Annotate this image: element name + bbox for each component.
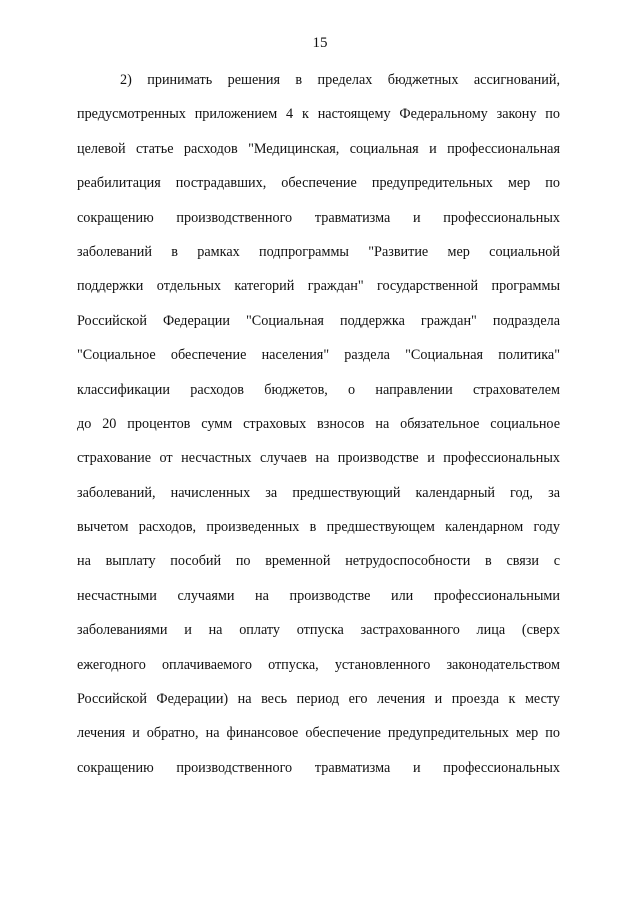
text-line: сокращению производственного травматизма и профессиональных <box>77 209 560 226</box>
body-text <box>77 66 560 788</box>
text-line: Российской Федерации "Социальная поддержка граждан" подраздела <box>77 312 560 329</box>
text-line: 2) принимать решения в пределах бюджетных ассигнований, <box>120 72 560 88</box>
text-line: Российской Федерации) на весь период его лечения и проезда к месту <box>77 691 560 708</box>
text-line: заболеваний, начисленных за предшествующий календарный год, за <box>77 484 560 501</box>
text-line: несчастными случаями на производстве или профессиональными <box>77 587 560 604</box>
text-line: до 20 процентов сумм страховых взносов на обязательное социальное <box>77 415 560 432</box>
text-line: вычетом расходов, произведенных в предшествующем календарном году <box>77 519 560 536</box>
text-line: страхование от несчастных случаев на производстве и профессиональных <box>77 450 560 467</box>
text-line: поддержки отдельных категорий граждан" государственной программы <box>77 278 560 295</box>
text-line: целевой статье расходов "Медицинская, социальная и профессиональная <box>77 140 560 157</box>
text-line: реабилитация пострадавших, обеспечение предупредительных мер по <box>77 175 560 192</box>
page-number: 15 <box>312 35 328 51</box>
text-line: сокращению производственного травматизма и профессиональных <box>77 759 560 776</box>
text-line: на выплату пособий по временной нетрудоспособности в связи с <box>77 553 560 570</box>
text-line: заболеваний в рамках подпрограммы "Развитие мер социальной <box>77 243 560 260</box>
text-line: предусмотренных приложением 4 к настоящему Федеральному закону по <box>77 106 560 123</box>
text-line: заболеваниями и на оплату отпуска застрахованного лица (сверх <box>77 622 560 639</box>
text-line: "Социальное обеспечение населения" раздела "Социальная политика" <box>77 347 560 364</box>
text-line: лечения и обратно, на финансовое обеспечение предупредительных мер по <box>77 725 560 742</box>
text-line: ежегодного оплачиваемого отпуска, установленного законодательством <box>77 656 560 673</box>
text-line: классификации расходов бюджетов, о направлении страхователем <box>77 381 560 398</box>
